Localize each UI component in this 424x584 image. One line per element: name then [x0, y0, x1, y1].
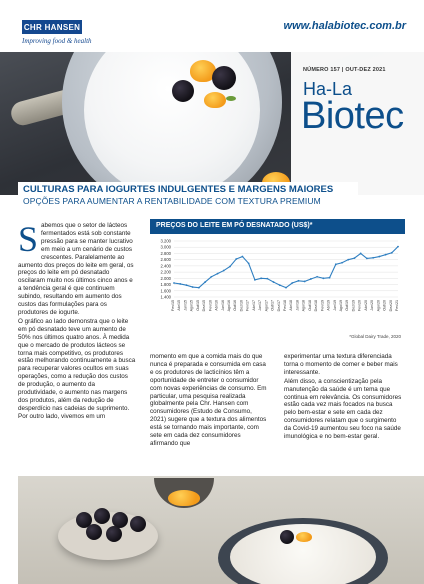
x-tick-label: Fev/20 [357, 300, 362, 311]
drop-cap: S [18, 219, 39, 259]
apricot-image [168, 490, 200, 506]
chart-source: *Global Dairy Trade, 2020 [349, 334, 401, 339]
x-tick-label: Fev/18 [283, 300, 287, 311]
data-point [235, 258, 237, 260]
chr-hansen-logo: CHR HANSEN [22, 20, 82, 34]
data-point [360, 253, 362, 255]
blackberry-image [94, 508, 110, 524]
data-point [204, 281, 206, 283]
x-tick-label: Ago/18 [301, 300, 306, 312]
data-point [285, 287, 287, 289]
data-point [366, 258, 368, 260]
data-point [179, 283, 181, 285]
data-point [347, 259, 349, 261]
masthead-title-line1: Ha-La [303, 79, 353, 99]
x-tick-label: Ago/15 [189, 300, 194, 312]
x-tick-label: Abr/19 [326, 300, 331, 311]
y-tick-label: 2.000 [160, 275, 171, 281]
data-point [186, 284, 188, 286]
price-series-line [174, 247, 398, 288]
data-point [298, 280, 300, 282]
x-tick-label: Fev/19 [320, 300, 325, 311]
x-tick-label: Ago/19 [339, 300, 343, 312]
paragraph: momento em que a comida mais do que nunca é preparada e consumida em casa e os produtores de lacticínios têm a oportunidade de entreter o consumidor com novas experiências de consumo. Em particular, uma pesquisa realizada globalmente pela Chr. Hansen com consumidores (Estudo de Consumo, 2021) sugere que a textura dos alimentos está se tornando mais importante, com sete em cada dez consumidores afirmando que [150, 353, 267, 447]
y-tick-label: 2.200 [160, 269, 171, 275]
x-tick-label: Out/19 [345, 300, 350, 311]
masthead-title-line2: Biotec [301, 95, 404, 137]
text-column-2 [150, 353, 268, 449]
issue-number: NÚMERO 157 | OUT-DEZ 2021 [303, 67, 386, 73]
data-point [329, 277, 331, 279]
site-url-link[interactable]: www.halabiotec.com.br [283, 20, 406, 32]
bottom-yogurt-photo [18, 476, 424, 584]
blackberry-image [130, 516, 146, 532]
x-tick-label: Jun/16 [220, 300, 225, 311]
data-point [173, 282, 175, 284]
logo-tagline: Improving food & health [22, 37, 92, 45]
x-tick-label: Abr/17 [251, 300, 256, 311]
chart-title: PREÇOS DO LEITE EM PÓ DESNATADO (US$)* [150, 219, 405, 234]
paragraph: Além disso, a conscientização pela manutenção da saúde é um tema que continua em relevância. Os consumidores estão cada vez mais focados na busca pelo bem-estar e sete em cada dez consumidores relatam que o surgimento da Covid-19 aumentou seu foco na saúde imunológica e no bem-estar geral. [284, 377, 402, 441]
y-tick-label: 2.600 [160, 257, 171, 263]
paragraph: abemos que o setor de lácteos fermentados está sob constante pressão para se manter lucrativo em meio a um cenário de custos crescentes. Paralelamente ao aumento dos preços do leite em geral, os preços do leite em pó desnatado oscilaram muito nos últimos cinco anos e a tendência geral é que continuem subindo, resultando em aumento dos custos das formulações para os produtores de iogurte. [18, 222, 134, 316]
y-tick-label: 2.800 [160, 250, 171, 256]
data-point [304, 281, 306, 283]
data-point [242, 256, 244, 258]
data-point [291, 282, 293, 284]
data-point [260, 277, 262, 279]
x-tick-label: Out/16 [233, 300, 238, 311]
x-tick-label: Dez/19 [351, 300, 356, 312]
x-tick-label: Out/17 [270, 300, 275, 311]
article-subtitle: OPÇÕES PARA AUMENTAR A RENTABILIDADE COM TEXTURA PREMIUM [23, 196, 321, 206]
data-point [391, 252, 393, 254]
data-point [279, 284, 281, 286]
data-point [341, 262, 343, 264]
y-tick-label: 1.800 [160, 282, 171, 288]
data-point [354, 257, 356, 259]
data-point [378, 256, 380, 258]
data-point [397, 246, 399, 248]
blackberry-image [86, 524, 102, 540]
blackberry-image [106, 526, 122, 542]
data-point [322, 277, 324, 279]
x-tick-label: Jun/18 [295, 300, 300, 311]
x-tick-label: Abr/18 [289, 300, 294, 311]
x-tick-label: Out/15 [195, 300, 200, 311]
data-point [273, 281, 275, 283]
data-point [198, 287, 200, 289]
paragraph: O gráfico ao lado demonstra que o leite em pó desnatado teve um aumento de 50% nos últimos quatro anos. À medida que o mercado de produtos lácteos se torna mais competitivo, os produtores estão melhorando continuamente a busca para recuperar valores ocultos em suas operações, como a redução dos custos de produção, o aumento da produtividade, o aumento nas margens dos produtos, além da redução de desperdício nas cadeias de suprimento. Por outro lado, vivemos em um [18, 317, 136, 420]
price-chart [150, 219, 405, 341]
apricot-image [204, 92, 226, 108]
text-column-3 [284, 353, 402, 442]
data-point [217, 273, 219, 275]
masthead [291, 52, 424, 195]
x-tick-label: Ago/16 [227, 300, 231, 312]
blackberry-image [212, 66, 236, 90]
data-point [310, 278, 312, 280]
data-point [223, 270, 225, 272]
data-point [372, 257, 374, 259]
data-point [385, 254, 387, 256]
x-tick-label: Jun/15 [183, 300, 188, 311]
x-tick-label: Abr/16 [214, 300, 219, 311]
x-tick-label: Abr/15 [177, 300, 182, 311]
apricot-image [296, 532, 312, 542]
chart-plot [150, 237, 405, 333]
x-tick-label: Dez/18 [314, 300, 319, 312]
x-tick-label: Fev/17 [245, 300, 250, 311]
x-tick-label: Ago/20 [376, 300, 381, 312]
data-point [335, 263, 337, 265]
x-tick-label: Abr/20 [363, 300, 368, 311]
y-tick-label: 2.400 [160, 263, 171, 269]
x-tick-label: Dez/20 [388, 300, 393, 312]
data-point [266, 278, 268, 280]
x-tick-label: Out/18 [307, 300, 312, 311]
data-point [229, 266, 231, 268]
y-tick-label: 1.400 [160, 294, 171, 300]
paragraph: experimentar uma textura diferenciada torna o momento de comer e beber mais interessante. [284, 353, 398, 376]
x-tick-label: Fev/21 [395, 300, 399, 311]
x-tick-label: Fev/16 [208, 300, 213, 311]
article-title: CULTURAS PARA IOGURTES INDULGENTES E MARGENS MAIORES [23, 184, 334, 195]
data-point [248, 263, 250, 265]
y-tick-label: 3.000 [160, 244, 171, 250]
article-title-block [18, 182, 358, 209]
x-tick-label: Ago/17 [264, 300, 269, 312]
x-tick-label: Jun/20 [370, 300, 375, 311]
y-tick-label: 3.200 [160, 238, 171, 244]
data-point [210, 276, 212, 278]
x-tick-label: Dez/16 [239, 300, 244, 312]
x-tick-label: Jun/17 [258, 300, 263, 311]
x-tick-label: Fev/15 [171, 300, 175, 311]
x-tick-label: Dez/15 [202, 300, 207, 312]
blackberry-image [172, 80, 194, 102]
mint-leaf-image [226, 96, 236, 101]
text-column-1 [18, 219, 136, 422]
blackberry-image [280, 530, 294, 544]
data-point [192, 286, 194, 288]
data-point [316, 276, 318, 278]
x-tick-label: Dez/17 [276, 300, 281, 312]
x-tick-label: Out/20 [382, 300, 387, 311]
data-point [254, 279, 256, 281]
x-tick-label: Jun/19 [332, 300, 337, 311]
y-tick-label: 1.600 [160, 288, 171, 294]
